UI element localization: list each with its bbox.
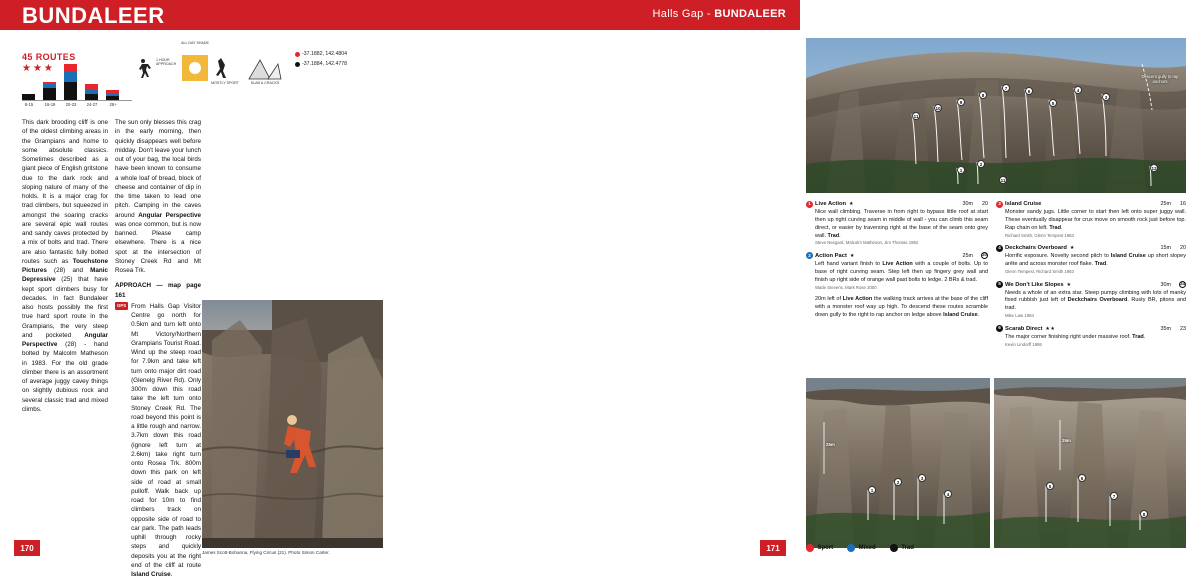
right-page [400, 0, 1186, 568]
grade-distribution-chart [22, 64, 132, 112]
page-title: BUNDALEER [22, 3, 165, 28]
route-number-badge[interactable]: 4 [996, 245, 1003, 252]
topo-route-marker: 6 [1025, 87, 1033, 95]
legend-label: Trad [901, 545, 914, 551]
topo-route-marker: 5 [1049, 99, 1057, 107]
route-number-badge[interactable]: 6 [996, 325, 1003, 332]
route-description: Horrific exposure. Novelty second pitch to Island Cruise up short slopey arête and across monster roof flake. Trad. [1005, 253, 1186, 268]
route-header [1005, 325, 1186, 334]
running-head [653, 8, 786, 20]
topo-route-marker: 1 [957, 166, 965, 174]
route-first-ascent-credit: Kevin Lindorff 1986 [1005, 341, 1042, 347]
picto-caption-style: SLAB & CRACKS [250, 81, 280, 85]
legend-color-dot [806, 544, 814, 552]
shade-sun-icon [182, 55, 208, 81]
route-name[interactable]: Deckchairs Overboard [1005, 245, 1067, 252]
running-head-area: Halls Gap [652, 8, 704, 20]
approach-gps-line [115, 302, 201, 579]
gps-badge: GPS [117, 302, 127, 308]
photo-caption: James Scott-Bohanna, Flying Circus (21). Photo Simon Carter. [202, 550, 330, 555]
route-header [1005, 281, 1186, 290]
running-head-sep: - [703, 8, 715, 20]
route-length: 35m [1160, 325, 1171, 332]
climber-photo [202, 300, 383, 548]
topo-route-marker: 1 [868, 486, 876, 494]
pitch-length-label: 25m [1062, 438, 1071, 443]
topo-route-marker: 3 [1102, 93, 1110, 101]
route-note [806, 296, 988, 319]
route-star-rating: ★ [1069, 245, 1075, 252]
grade-circle: 24 [1180, 281, 1185, 287]
picto-caption-sport: MOSTLY SPORT [211, 81, 239, 85]
route-description: Left hand variant finish to Live Action with a couple of bolts. Up to base of right curving seam. Step left then up fingery grey wall and finish up right side of orange wall past bolts to ledge. 2 BRs & trad. [815, 261, 989, 283]
route-description: Needs a whole of an extra star. Steep pumpy climbing with lots of manky fixed rubbish just left of Deckchairs Overboard. Rusty BR, pitons and trad. [1005, 289, 1186, 312]
chart-bar [106, 94, 119, 96]
route-list-left [806, 200, 988, 325]
chart-bar [64, 64, 77, 72]
route-first-ascent-credit: Glenn Tempest, Richard Smith 1983 [1005, 268, 1074, 274]
chart-tick-label: 20-23 [65, 102, 77, 107]
chart-bar [43, 82, 56, 84]
intro-column-2 [115, 118, 201, 579]
approach-text: From Halls Gap Visitor Centre go north for 0.5km and turn left onto Mt Victory/Northern Grampians Tourist Road. Wind up the steep road for 7.9km and take left turn onto major dirt road (Glenelg River Rd). Only 300m down this road take the left turn onto Stoney Creek Rd. The road beyond this point is a little rough and narrow. 3.7km down this road (ignore left turn at 2.6km) take right turn onto Rosea Trk. 800m down this park on left side of road at small pulloff. Walk back up road for 10m to find climbers track on opposite side of road to car park. The path leads uphill through rocky steps and quickly deposits you at the right end of the cliff at route Island Cruise. [131, 302, 201, 578]
chart-tick-label: 16-19 [44, 102, 56, 107]
sport-climber-icon [212, 55, 238, 81]
route-grade: 16 [1180, 201, 1186, 207]
route-first-ascent-credit: Richard Smith, Glenn Tempest 1983 [1005, 232, 1074, 238]
chart-tick-label: 8-15 [24, 102, 34, 107]
route-length: 25m [1160, 201, 1171, 207]
route-name[interactable]: Scarab Direct [1005, 325, 1043, 332]
topo-route-marker: 12 [1151, 166, 1157, 171]
topo-route-marker: 2 [977, 160, 985, 168]
route-entry [996, 200, 1186, 239]
route-star-rating: ★ [849, 252, 855, 259]
route-number-badge[interactable]: 3 [996, 201, 1003, 208]
topo-route-marker: 11 [913, 114, 919, 119]
legend-label: Sport [817, 545, 834, 551]
coord-row [295, 50, 383, 60]
legend-item [890, 544, 914, 552]
picto-caption-shade: ALL DAY SHADE [181, 41, 209, 45]
chart-bar [43, 84, 56, 88]
topo-route-marker: 3 [918, 474, 926, 482]
route-grade: 20 [1180, 245, 1186, 252]
route-type-legend [806, 542, 1066, 554]
route-entry [996, 281, 1186, 320]
topo-route-marker: 11 [1000, 178, 1006, 183]
route-name[interactable]: Action Pact [815, 252, 847, 259]
route-name[interactable]: Island Cruise [1005, 201, 1042, 207]
route-entry [996, 325, 1186, 348]
chart-tick-label: 28+ [109, 102, 117, 107]
route-length: 30m [1160, 281, 1171, 288]
route-first-ascent-credit: Mike Law 1984 [1005, 313, 1034, 319]
route-star-rating: ★★ [1045, 325, 1056, 332]
chart-bar [64, 72, 77, 82]
route-star-rating: ★ [849, 201, 855, 207]
climber-photo-art [202, 300, 383, 548]
chart-tick-labels [22, 102, 134, 112]
route-first-ascent-credit: Wade Stevens, Mark Rose 2000 [815, 284, 877, 290]
topo-photo-lower-left [806, 378, 990, 548]
route-header [815, 252, 988, 261]
chart-bar [85, 90, 98, 94]
topo-route-marker: 8 [979, 91, 987, 99]
legend-color-dot [847, 544, 855, 552]
legend-label: Mixed [858, 545, 876, 551]
approach-heading: APPROACH — map page 161 [115, 282, 201, 299]
grade-circle: 20 [982, 252, 987, 258]
walker-icon [130, 55, 156, 81]
slab-crack-icon [248, 55, 282, 81]
intro-column-1 [22, 118, 108, 414]
page-number-right: 171 [760, 540, 786, 556]
chart-bar [43, 88, 56, 100]
coord-dot-red [295, 52, 300, 57]
pitch-length-label: 25m [826, 442, 835, 447]
running-head-crag: BUNDALEER [714, 8, 786, 20]
route-length: 15m [1160, 245, 1171, 252]
gps-coordinates [295, 50, 383, 70]
coord-text: -37.1882, 142.4804 [302, 51, 347, 57]
legend-item [847, 544, 876, 552]
route-first-ascent-credit: Steve Nesgard, Malcolm Matheson, Jim Thomas 1982 [815, 240, 919, 246]
page-number-left: 170 [14, 540, 40, 556]
route-number-badge[interactable]: 5 [996, 281, 1003, 288]
topo-route-marker: 8 [1140, 510, 1148, 518]
left-page [0, 0, 400, 578]
chart-bars [22, 64, 132, 100]
route-number-badge[interactable]: 2 [806, 252, 813, 259]
route-header [1005, 244, 1186, 253]
topo-route-marker: 4 [944, 490, 952, 498]
route-length: 25m [962, 252, 973, 259]
topo-route-marker: 2 [894, 478, 902, 486]
route-entry [996, 244, 1186, 275]
intro-paragraph-2: The sun only blesses this crag in the early morning, then quickly disappears well before midday. Don't leave your lunch out of your bag, the local birds have been known to consume a whole loaf of bread, block of cheese and container of dip in the time taken to lead one pitch. Camping in the caves around Angular Perspective was once common, but is now banned. Please camp elsewhere. There is a nice spot at the intersection of Stoney Creek Rd and Mt Rosea Trk. [115, 119, 201, 274]
chart-bar [106, 90, 119, 94]
topo-route-marker: 6 [1078, 474, 1086, 482]
coord-row [295, 60, 383, 70]
route-header [1005, 200, 1186, 209]
topo-lower-left-art [806, 378, 990, 548]
descent-instructions: 20m left of Live Action the walking track arrives at the base of the cliff with a monster roof way up high. To descend these routes scramble down gully to the right to rap anchor on ledge above Island Cruise. [815, 296, 988, 318]
route-length: 30m [962, 201, 973, 207]
route-description: The major corner finishing right under massive roof. Trad. [1005, 333, 1146, 340]
topo-route-marker: 5 [1046, 482, 1054, 490]
route-description: Nice wall climbing. Traverse in from right to bypass little roof at start then up right curving seam in middle of wall - you can climb this seam direct, or easier by traversing right at the base of the seam onto grey wall. Trad. [815, 209, 988, 239]
route-entry [806, 200, 988, 246]
legend-item [806, 544, 833, 552]
descent-note: Descent gully to rap anchors [1141, 74, 1179, 85]
route-list-right [996, 200, 1186, 353]
topo-photo-lower-right [994, 378, 1186, 548]
chart-tick-label: 24-27 [86, 102, 98, 107]
route-header [815, 200, 988, 209]
route-grade: 20 [982, 201, 988, 207]
chart-axis [22, 100, 132, 101]
coord-text: -37.1884, 142.4778 [302, 60, 347, 67]
coord-dot-black [295, 62, 300, 67]
route-name[interactable]: We Don't Like Slopes [1005, 281, 1064, 288]
crag-pictograms [130, 41, 295, 107]
topo-lower-right-art [994, 378, 1186, 548]
route-number-badge[interactable]: 1 [806, 201, 813, 208]
route-name[interactable]: Live Action [815, 201, 847, 207]
route-description: Monster sandy jugs. Little corner to start then left onto super juggy wall. These eventually disappear for crux move on smooth rock just before top. Rap chain on left. Trad. [1005, 209, 1186, 231]
topo-photo-main [806, 38, 1186, 193]
topo-route-marker: 9 [957, 98, 965, 106]
chart-bar [85, 84, 98, 90]
crag-star-rating: ★★★ [22, 63, 55, 74]
topo-route-marker: 4 [1074, 86, 1082, 94]
route-count-label: 45 ROUTES [22, 52, 76, 62]
route-entry [806, 252, 988, 291]
intro-paragraph-1: This dark brooding cliff is one of the oldest climbing areas in the Grampians and home to some absolute classics. Sometimes described as a giant piece of English gritstone due to the dark rock and sloping nature of many of the holds. It is a major crag for trad climbers, but squeezed in amongst the soaring cracks are several epic wall routes and sandy caves protected by a mix of bolts and trad. There are also fantastic fully bolted routes such as Touchstone Pictures (28) and Manic Depressive (25) that have kept sport climbers busy for decades. In fact Bundaleer also hosts possibly the first true hard sport route in the Grampians, the very steep and pocketed Angular Perspective (28) - hand bolted by Malcolm Matheson in 1983. For the old grade climber there is an assortment of average juggy cavey things on slightly dubious rock and several classic trad and mixed climbs. [22, 119, 108, 413]
topo-main-art [806, 38, 1186, 193]
topo-route-marker: 7 [1002, 84, 1010, 92]
topo-route-marker: 10 [935, 106, 941, 111]
route-grade [976, 252, 988, 261]
topo-route-marker: 7 [1110, 492, 1118, 500]
legend-color-dot [890, 544, 898, 552]
chart-bar [64, 82, 77, 100]
route-star-rating: ★ [1066, 281, 1072, 288]
route-grade [1174, 281, 1186, 290]
picto-caption-approach: 1 HOUR APPROACH [156, 58, 177, 67]
route-grade: 23 [1180, 325, 1186, 332]
